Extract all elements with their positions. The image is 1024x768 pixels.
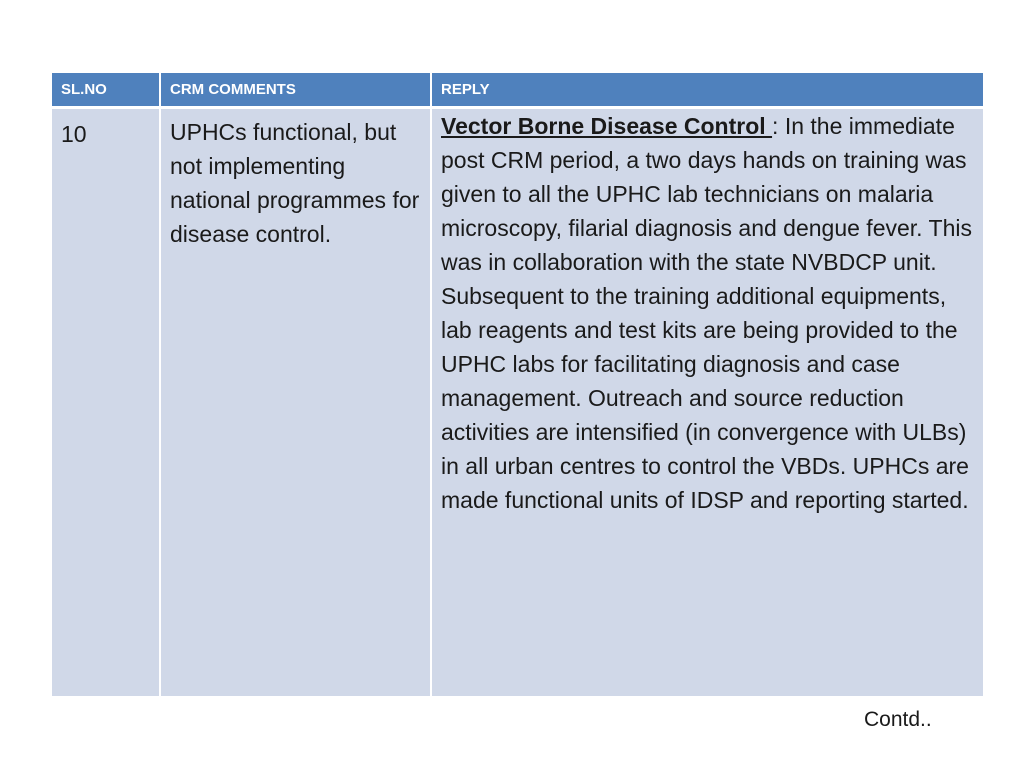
- header-slno: SL.NO: [52, 73, 161, 109]
- header-crm-comments: CRM COMMENTS: [161, 73, 432, 109]
- cell-crm-comment: UPHCs functional, but not implementing national programmes for disease control.: [161, 109, 432, 696]
- contd-label: Contd..: [864, 708, 932, 731]
- cell-reply: [432, 109, 983, 696]
- crm-reply-table: [52, 73, 983, 696]
- reply-separator: :: [772, 113, 785, 139]
- cell-slno: 10: [52, 109, 161, 696]
- reply-heading: Vector Borne Disease Control: [441, 113, 773, 139]
- header-reply: REPLY: [432, 73, 983, 109]
- reply-body: In the immediate post CRM period, a two days hands on training was given to all the UPHC lab technicians on malaria microscopy, filarial diagnosis and dengue fever. This was in collaboration with the state NVBDCP unit. Subsequent to the training additional equipments, lab reagents and test kits are being provided to the UPHC labs for facilitating diagnosis and case management. Outreach and source reduction activities are intensified (in convergence with ULBs) in all urban centres to control the VBDs. UPHCs are made functional units of IDSP and reporting started.: [441, 113, 972, 513]
